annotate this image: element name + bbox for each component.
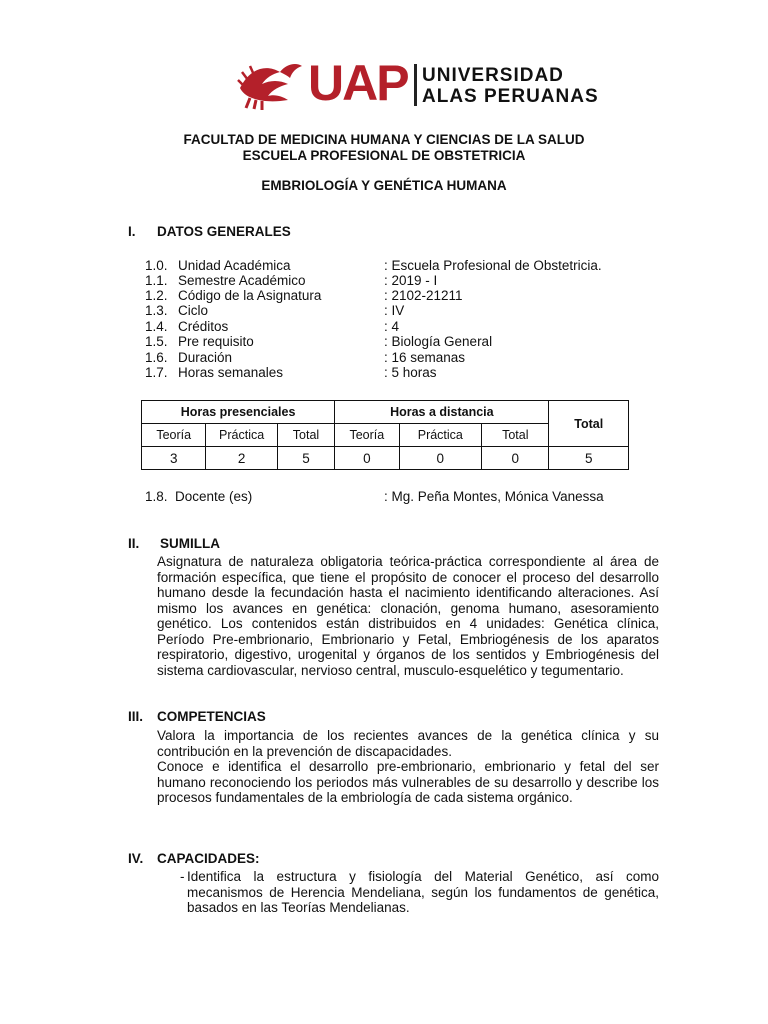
school-title: ESCUELA PROFESIONAL DE OBSTETRICIA xyxy=(242,148,526,163)
table-subheader: Práctica xyxy=(206,424,277,447)
logo-divider xyxy=(414,64,417,106)
section-number: I. xyxy=(128,224,136,239)
section-title: SUMILLA xyxy=(160,536,220,551)
table-subheader: Práctica xyxy=(399,424,482,447)
data-row xyxy=(145,288,645,304)
row-value: : 2102-21211 xyxy=(384,288,463,303)
competencia-paragraph: Conoce e identifica el desarrollo pre-embrionario, embrionario y fetal del ser humano reconociendo los periodos más vulnerables de su desarrollo y describe los procesos fundamentales de la embriología de cada sistema orgánico. xyxy=(157,759,659,805)
logo-line-2: ALAS PERUANAS xyxy=(422,86,599,107)
table-cell: 0 xyxy=(335,447,399,470)
row-value: : Biología General xyxy=(384,334,493,349)
logo-mark: UAP xyxy=(308,55,408,111)
row-value: : 2019 - I xyxy=(384,273,438,288)
row-value: : IV xyxy=(384,303,405,318)
row-label: Semestre Académico xyxy=(178,273,306,288)
row-label: Créditos xyxy=(178,319,229,334)
data-row xyxy=(145,273,645,289)
row-label: Duración xyxy=(178,350,233,365)
row-number: 1.8. xyxy=(145,489,168,504)
row-label: Código de la Asignatura xyxy=(178,288,322,303)
row-number: 1.1. xyxy=(145,273,168,288)
data-row xyxy=(145,365,645,381)
row-number: 1.3. xyxy=(145,303,168,318)
logo-line-1: UNIVERSIDAD xyxy=(422,65,564,86)
row-number: 1.7. xyxy=(145,365,168,380)
section-title: COMPETENCIAS xyxy=(157,709,266,724)
row-label: Docente (es) xyxy=(175,489,253,504)
row-number: 1.4. xyxy=(145,319,168,334)
data-row xyxy=(145,258,645,274)
table-cell: 2 xyxy=(206,447,277,470)
condor-emblem-icon xyxy=(236,58,306,110)
section-title: CAPACIDADES: xyxy=(157,851,260,866)
row-label: Pre requisito xyxy=(178,334,254,349)
data-row xyxy=(145,334,645,350)
table-total-header: Total xyxy=(549,401,629,447)
table-subheader: Total xyxy=(482,424,549,447)
capacidad-item xyxy=(180,869,659,916)
sumilla-paragraph: Asignatura de naturaleza obligatoria teórica-práctica correspondiente al área de formación específica, que tiene el propósito de conocer el proceso del desarrollo humano desde la fecundación hasta el nacimiento identificando alteraciones. Así mismo los avances en genética: clonación, genoma humano, asesoramiento genético. Los contenidos están distribuidos en 4 unidades: Genética clínica, Período Pre-embrionario, Embrionario y Fetal, Embriogénesis de los aparatos respiratorio, digestivo, urogenital y órganos de los sentidos y Embriogénesis del sistema cardiovascular, nervioso central, musculo-esquelético y tegumentario. xyxy=(157,554,659,678)
data-row xyxy=(145,303,645,319)
table-subheader: Teoría xyxy=(335,424,399,447)
table-group-header: Horas a distancia xyxy=(335,401,549,424)
competencia-paragraph: Valora la importancia de los recientes avances de la genética clínica y su contribución en la prevención de discapacidades. xyxy=(157,728,659,759)
table-cell: 0 xyxy=(482,447,549,470)
row-value: : Mg. Peña Montes, Mónica Vanessa xyxy=(384,489,604,504)
row-value: : 16 semanas xyxy=(384,350,466,365)
table-cell: 3 xyxy=(142,447,206,470)
capacidad-text: Identifica la estructura y fisiología del Material Genético, así como mecanismos de Herencia Mendeliana, según los fundamentos de genética, basados en las Teorías Mendelianas. xyxy=(187,869,659,915)
section-number: III. xyxy=(128,709,144,724)
table-cell: 5 xyxy=(549,447,629,470)
bullet-dash-icon: - xyxy=(180,869,185,884)
row-value: : Escuela Profesional de Obstetricia. xyxy=(384,258,602,273)
sumilla-text xyxy=(157,554,659,678)
university-logo xyxy=(236,55,599,111)
table-subheader: Teoría xyxy=(142,424,206,447)
competencias-text xyxy=(157,728,659,806)
docente-row xyxy=(145,489,645,505)
row-number: 1.2. xyxy=(145,288,168,303)
faculty-title: FACULTAD DE MEDICINA HUMANA Y CIENCIAS DE LA SALUD xyxy=(183,132,585,147)
course-title: EMBRIOLOGÍA Y GENÉTICA HUMANA xyxy=(261,178,507,193)
section-title: DATOS GENERALES xyxy=(157,224,291,239)
row-number: 1.0. xyxy=(145,258,168,273)
table-cell: 5 xyxy=(277,447,334,470)
row-label: Horas semanales xyxy=(178,365,284,380)
row-label: Unidad Académica xyxy=(178,258,291,273)
section-number: II. xyxy=(128,536,140,551)
section-number: IV. xyxy=(128,851,144,866)
row-value: : 4 xyxy=(384,319,400,334)
data-row xyxy=(145,319,645,335)
row-label: Ciclo xyxy=(178,303,209,318)
row-number: 1.5. xyxy=(145,334,168,349)
data-row xyxy=(145,350,645,366)
table-cell: 0 xyxy=(399,447,482,470)
table-subheader: Total xyxy=(277,424,334,447)
row-value: : 5 horas xyxy=(384,365,437,380)
hours-table xyxy=(141,400,629,470)
row-number: 1.6. xyxy=(145,350,168,365)
table-group-header: Horas presenciales xyxy=(142,401,335,424)
